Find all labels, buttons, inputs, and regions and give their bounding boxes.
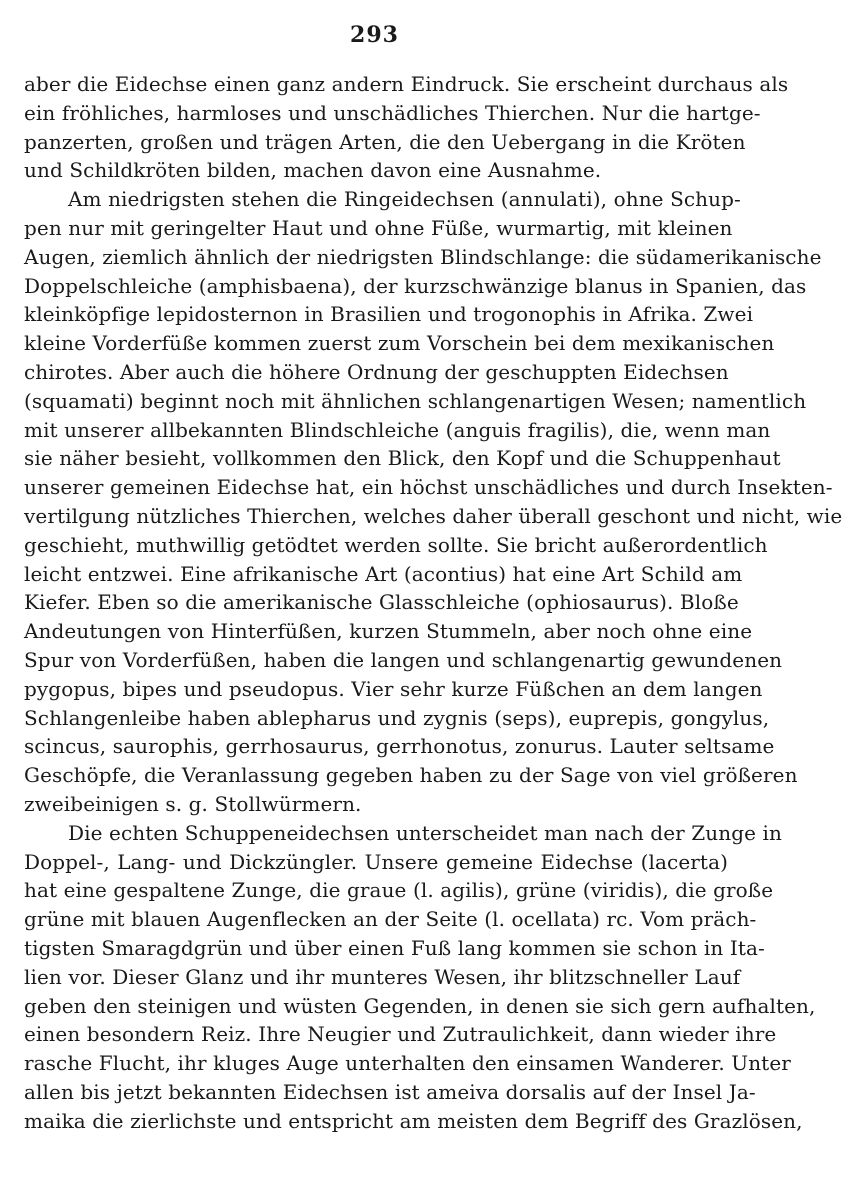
page-number: 293	[350, 22, 399, 48]
text-line: mit unserer allbekannten Blindschleiche (anguis fragilis), die, wenn man	[24, 417, 771, 442]
text-line: zweibeinigen s. g. Stollwürmern.	[24, 791, 362, 816]
text-line: vertilgung nützliches Thierchen, welches daher überall geschont und nicht, wie	[24, 503, 842, 528]
text-line: (squamati) beginnt noch mit ähnlichen schlangenartigen Wesen; namentlich	[24, 388, 807, 413]
text-line: rasche Flucht, ihr kluges Auge unterhalten den einsamen Wanderer. Unter	[24, 1051, 791, 1076]
text-line: Schlangenleibe haben ablepharus und zygnis (seps), euprepis, gongylus,	[24, 705, 770, 730]
text-line: leicht entzwei. Eine afrikanische Art (acontius) hat eine Art Schild am	[24, 561, 743, 586]
text-line: Andeutungen von Hinterfüßen, kurzen Stummeln, aber noch ohne eine	[24, 619, 753, 644]
text-line: pygopus, bipes und pseudopus. Vier sehr kurze Füßchen an dem langen	[24, 676, 763, 701]
text-line: aber die Eidechse einen ganz andern Eindruck. Sie erscheint durchaus als	[24, 72, 789, 96]
text-line: sie näher besieht, vollkommen den Blick, den Kopf und die Schuppenhaut	[24, 446, 781, 471]
text-line: Doppel-, Lang- und Dickzüngler. Unsere gemeine Eidechse (lacerta)	[24, 849, 728, 874]
text-line: grüne mit blauen Augenflecken an der Seite (l. ocellata) rc. Vom präch-	[24, 907, 757, 932]
text-line: Am niedrigsten stehen die Ringeidechsen (annulati), ohne Schup-	[68, 187, 741, 212]
text-line: Doppelschleiche (amphisbaena), der kurzschwänzige blanus in Spanien, das	[24, 273, 807, 298]
text-line: geschieht, muthwillig getödtet werden sollte. Sie bricht außerordentlich	[24, 532, 768, 557]
text-line: scincus, saurophis, gerrhosaurus, gerrhonotus, zonurus. Lauter seltsame	[24, 734, 775, 759]
text-line: geben den steinigen und wüsten Gegenden, in denen sie sich gern aufhalten,	[24, 993, 816, 1018]
text-line: kleine Vorderfüße kommen zuerst zum Vorschein bei dem mexikanischen	[24, 331, 775, 356]
text-line: panzerten, großen und trägen Arten, die den Uebergang in die Kröten	[24, 129, 746, 154]
text-line: und Schildkröten bilden, machen davon eine Ausnahme.	[24, 158, 602, 183]
text-line: Geschöpfe, die Veranlassung gegeben haben zu der Sage von viel größeren	[24, 763, 798, 788]
text-line: hat eine gespaltene Zunge, die graue (l. agilis), grüne (viridis), die große	[24, 878, 774, 903]
text-line: maika die zierlichste und entspricht am meisten dem Begriff des Grazlösen,	[24, 1108, 803, 1133]
text-line: kleinköpfige lepidosternon in Brasilien und trogonophis in Afrika. Zwei	[24, 302, 754, 327]
text-line: tigsten Smaragdgrün und über einen Fuß lang kommen sie schon in Ita-	[24, 935, 765, 960]
text-line: Kiefer. Eben so die amerikanische Glasschleiche (ophiosaurus). Bloße	[24, 590, 739, 615]
text-line: Augen, ziemlich ähnlich der niedrigsten Blindschlange: die südamerikanische	[24, 244, 822, 269]
text-line: allen bis jetzt bekannten Eidechsen ist ameiva dorsalis auf der Insel Ja-	[24, 1079, 756, 1104]
text-line: ein fröhliches, harmloses und unschädliches Thierchen. Nur die hartge-	[24, 100, 761, 125]
text-line: lien vor. Dieser Glanz und ihr munteres Wesen, ihr blitzschneller Lauf	[24, 964, 741, 989]
text-line: chirotes. Aber auch die höhere Ordnung der geschuppten Eidechsen	[24, 359, 729, 384]
text-line: Spur von Vorderfüßen, haben die langen und schlangenartig gewundenen	[24, 647, 783, 672]
text-line: unserer gemeinen Eidechse hat, ein höchst unschädliches und durch Insekten-	[24, 475, 833, 500]
text-line: pen nur mit geringelter Haut und ohne Füße, wurmartig, mit kleinen	[24, 215, 733, 240]
text-line: einen besondern Reiz. Ihre Neugier und Zutraulichkeit, dann wieder ihre	[24, 1022, 777, 1047]
text-line: Die echten Schuppeneidechsen unterscheidet man nach der Zunge in	[68, 820, 782, 845]
body-text	[24, 70, 842, 1135]
